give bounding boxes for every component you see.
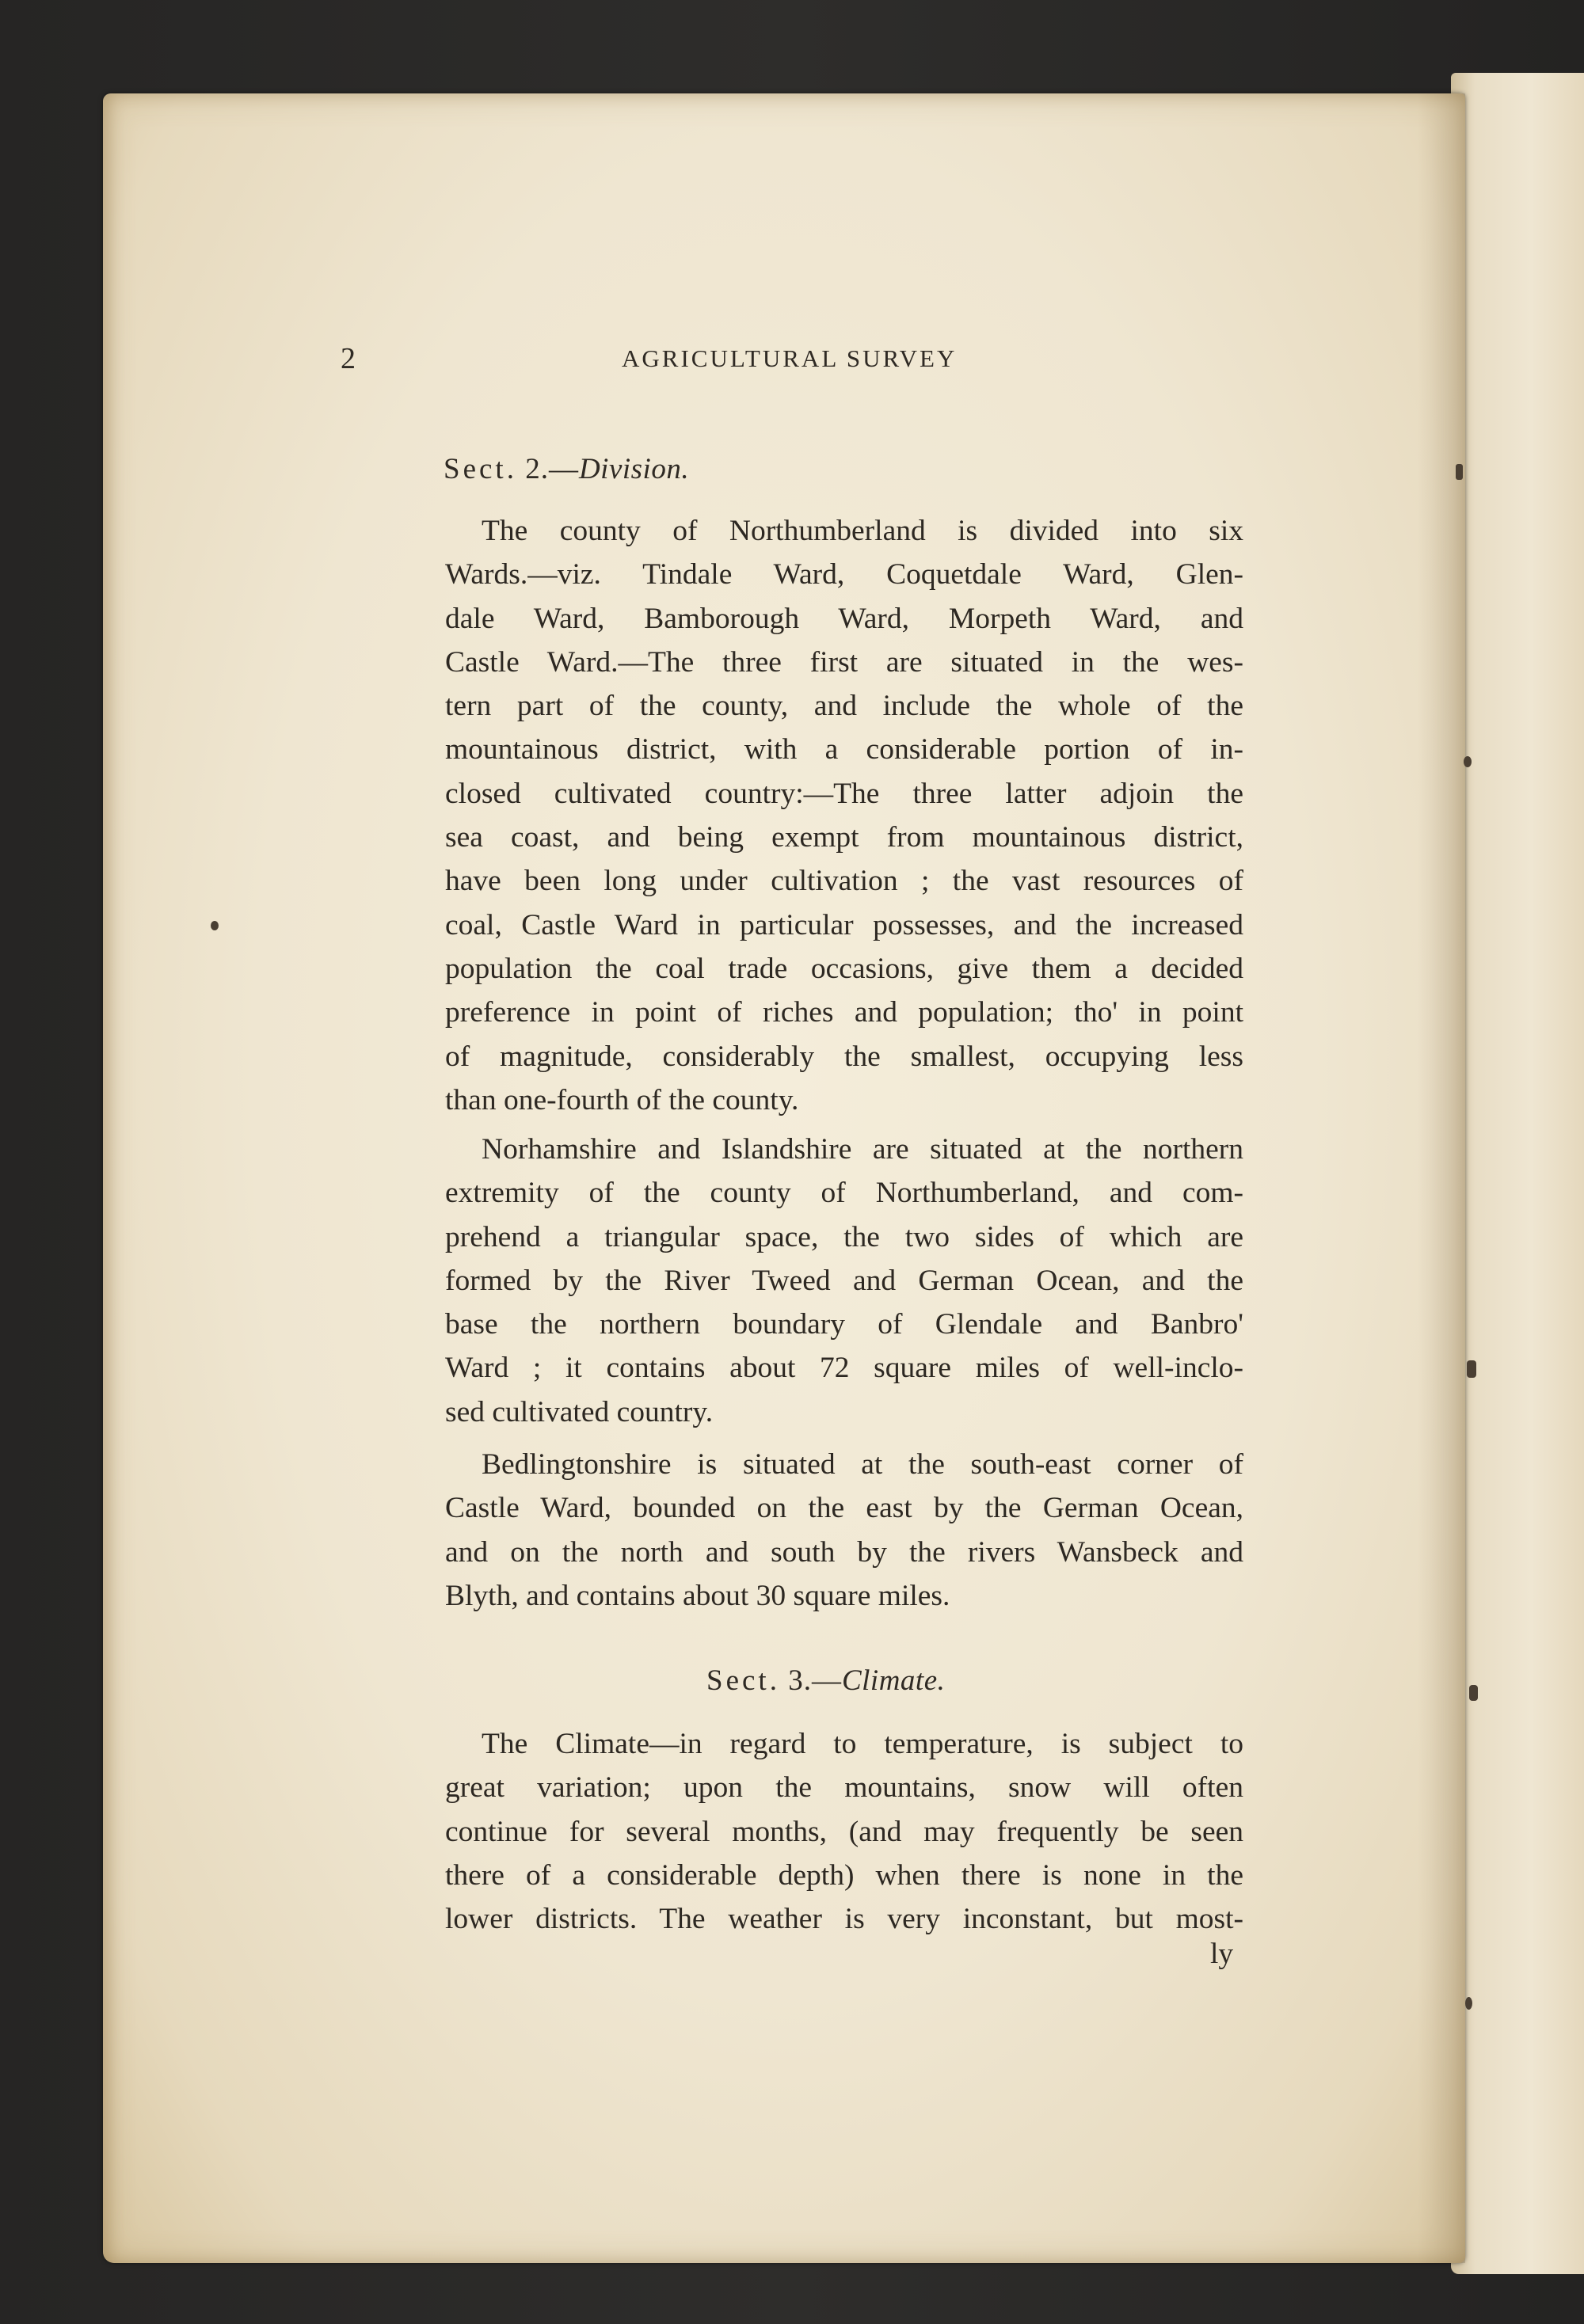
text-line: base the northern boundary of Glendale and Banbro': [445, 1308, 1243, 1341]
text-line: of magnitude, considerably the smallest, occupying less: [445, 1040, 1243, 1073]
paper-speck: [211, 921, 219, 930]
text-line: and on the north and south by the rivers Wansbeck and: [445, 1535, 1243, 1569]
text-line: Castle Ward, bounded on the east by the German Ocean,: [445, 1492, 1243, 1525]
text-line: mountainous district, with a considerable portion of in-: [445, 733, 1243, 766]
text-line: than one-fourth of the county.: [445, 1083, 799, 1116]
text-line: population the coal trade occasions, give them a decided: [445, 952, 1243, 985]
running-title: AGRICULTURAL SURVEY: [622, 344, 958, 372]
text-line: have been long under cultivation ; the vast resources of: [445, 865, 1243, 898]
section-number: 3.: [788, 1664, 812, 1697]
text-line: closed cultivated country:—The three latter adjoin the: [445, 777, 1243, 810]
facing-page-edge: [1451, 73, 1584, 2274]
section-title: Climate.: [841, 1664, 946, 1697]
page-number: 2: [341, 342, 356, 375]
text-line: continue for several months, (and may frequently be seen: [445, 1815, 1243, 1848]
page-header: [341, 339, 1236, 378]
text-line: extremity of the county of Northumberland, and com-: [445, 1177, 1243, 1210]
paragraph-bedlingtonshire: [445, 1443, 1243, 1618]
text-line: Norhamshire and Islandshire are situated at the northern: [482, 1133, 1243, 1166]
section-number: 2.: [525, 453, 549, 485]
text-line: lower districts. The weather is very inconstant, but most-: [445, 1903, 1243, 1936]
text-line: Ward ; it contains about 72 square miles of well-inclo-: [445, 1352, 1243, 1385]
paragraph-norhamshire: [445, 1128, 1243, 1434]
text-line: there of a considerable depth) when there is none in the: [445, 1858, 1243, 1892]
section-title: Division.: [578, 453, 690, 485]
section-dash: —: [548, 453, 579, 485]
text-line: Bedlingtonshire is situated at the south-east corner of: [482, 1448, 1243, 1481]
paragraph-division-wards: [445, 509, 1243, 1122]
text-line: prehend a triangular space, the two sides of which are: [445, 1220, 1243, 1253]
text-line: preference in point of riches and population; tho' in point: [445, 996, 1243, 1029]
text-line: great variation; upon the mountains, snow will often: [445, 1771, 1243, 1805]
paper-speck: [1469, 1685, 1478, 1701]
text-line: Blyth, and contains about 30 square miles.: [445, 1579, 950, 1612]
text-line: dale Ward, Bamborough Ward, Morpeth Ward, and: [445, 602, 1243, 635]
section-dash: —: [811, 1664, 842, 1697]
text-line: The county of Northumberland is divided into six: [482, 515, 1243, 547]
text-line: The Climate—in regard to temperature, is subject to: [482, 1728, 1243, 1760]
paper-speck: [1464, 756, 1472, 767]
text-line: Wards.—viz. Tindale Ward, Coquetdale Ward, Glen-: [445, 558, 1243, 591]
text-line: coal, Castle Ward in particular possesses, and the increased: [445, 908, 1243, 941]
paper-speck: [1456, 464, 1463, 480]
page-gutter: [1418, 93, 1465, 2263]
text-line: formed by the River Tweed and German Ocean, and the: [445, 1264, 1243, 1297]
paragraph-climate: [445, 1722, 1243, 1941]
text-line: sed cultivated country.: [445, 1395, 714, 1428]
catchword: ly: [1210, 1938, 1234, 1970]
section-prefix: Sect.: [706, 1664, 780, 1697]
paper-speck: [1467, 1360, 1476, 1378]
paper-speck: [1465, 1997, 1472, 2010]
text-line: sea coast, and being exempt from mountainous district,: [445, 821, 1243, 854]
text-line: Castle Ward.—The three first are situated in the wes-: [445, 645, 1243, 679]
section-heading-division: [444, 450, 1338, 489]
section-prefix: Sect.: [444, 453, 517, 485]
section-heading-climate: [706, 1661, 1584, 1701]
text-line: tern part of the county, and include the whole of the: [445, 690, 1243, 723]
